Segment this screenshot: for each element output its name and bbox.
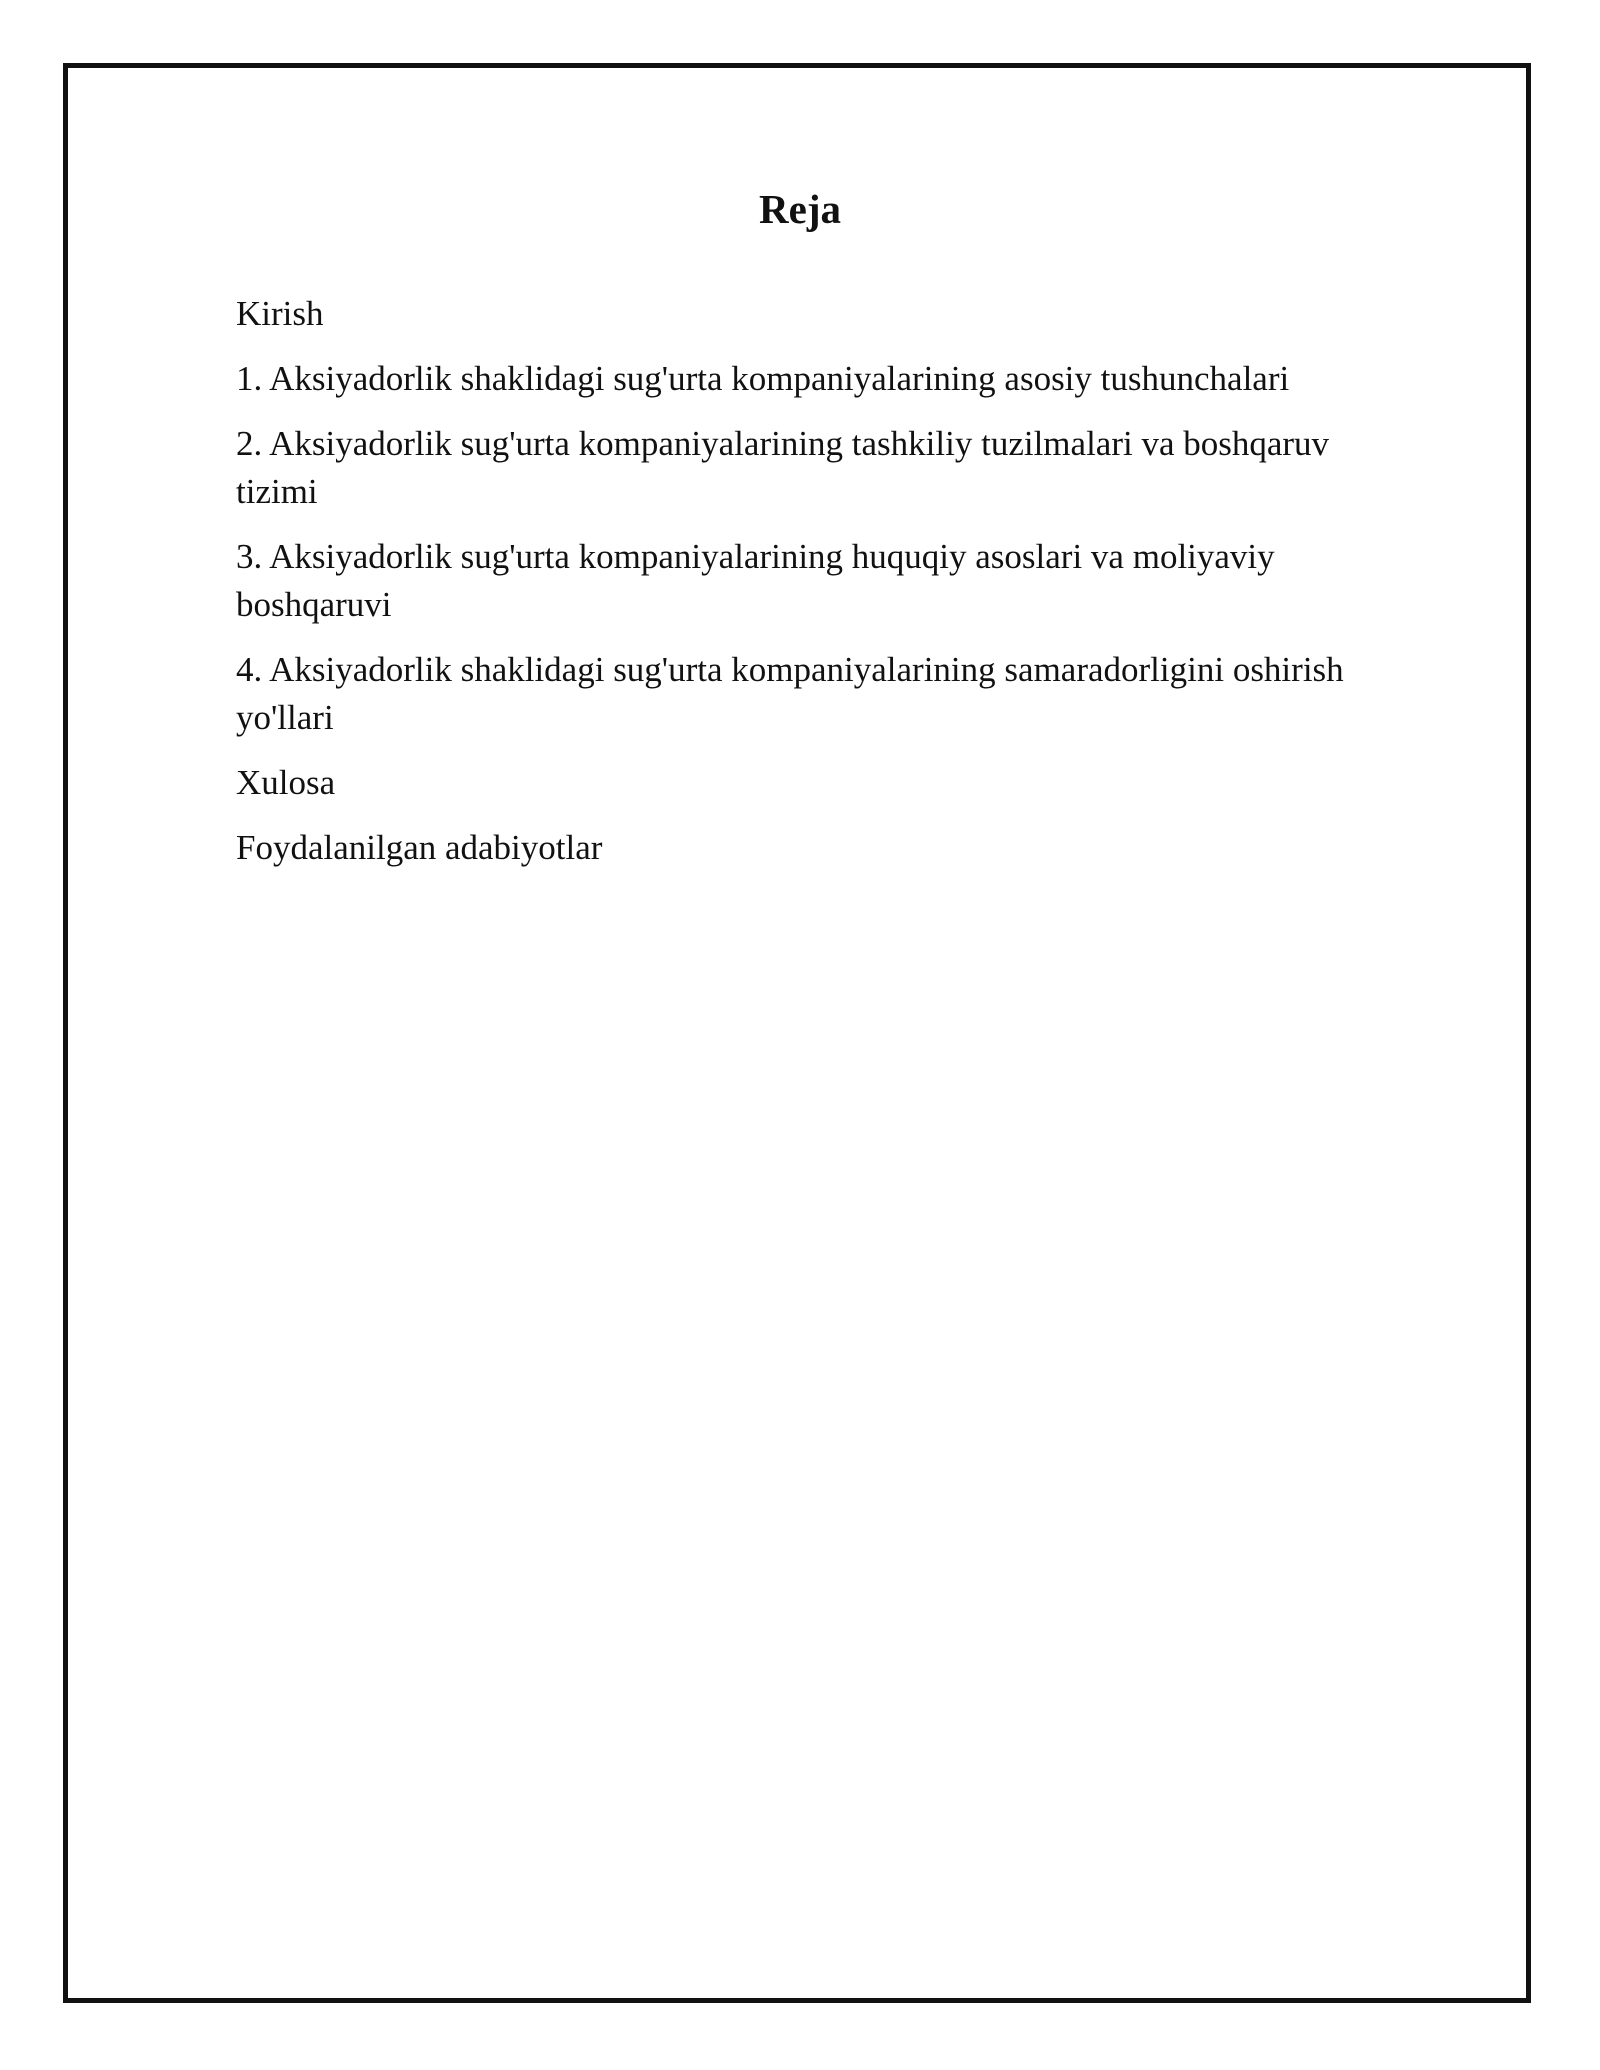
page-title: Reja: [759, 186, 841, 232]
toc-item-chapter-2: 2. Aksiyadorlik sug'urta kompaniyalarining tashkiliy tuzilmalari va boshqaruv tizimi: [236, 424, 1330, 511]
toc-item-introduction: Kirish: [236, 294, 324, 333]
toc-item-chapter-1: 1. Aksiyadorlik shaklidagi sug'urta kompaniyalarining asosiy tushunchalari: [236, 359, 1290, 398]
table-of-contents: [236, 290, 1356, 889]
toc-item-chapter-4: 4. Aksiyadorlik shaklidagi sug'urta kompaniyalarining samaradorligini oshirish yo'llari: [236, 650, 1344, 737]
toc-item-conclusion: Xulosa: [236, 763, 336, 802]
toc-item-references: Foydalanilgan adabiyotlar: [236, 828, 603, 867]
toc-item-chapter-3: 3. Aksiyadorlik sug'urta kompaniyalarining huquqiy asoslari va moliyaviy boshqaruvi: [236, 537, 1275, 624]
